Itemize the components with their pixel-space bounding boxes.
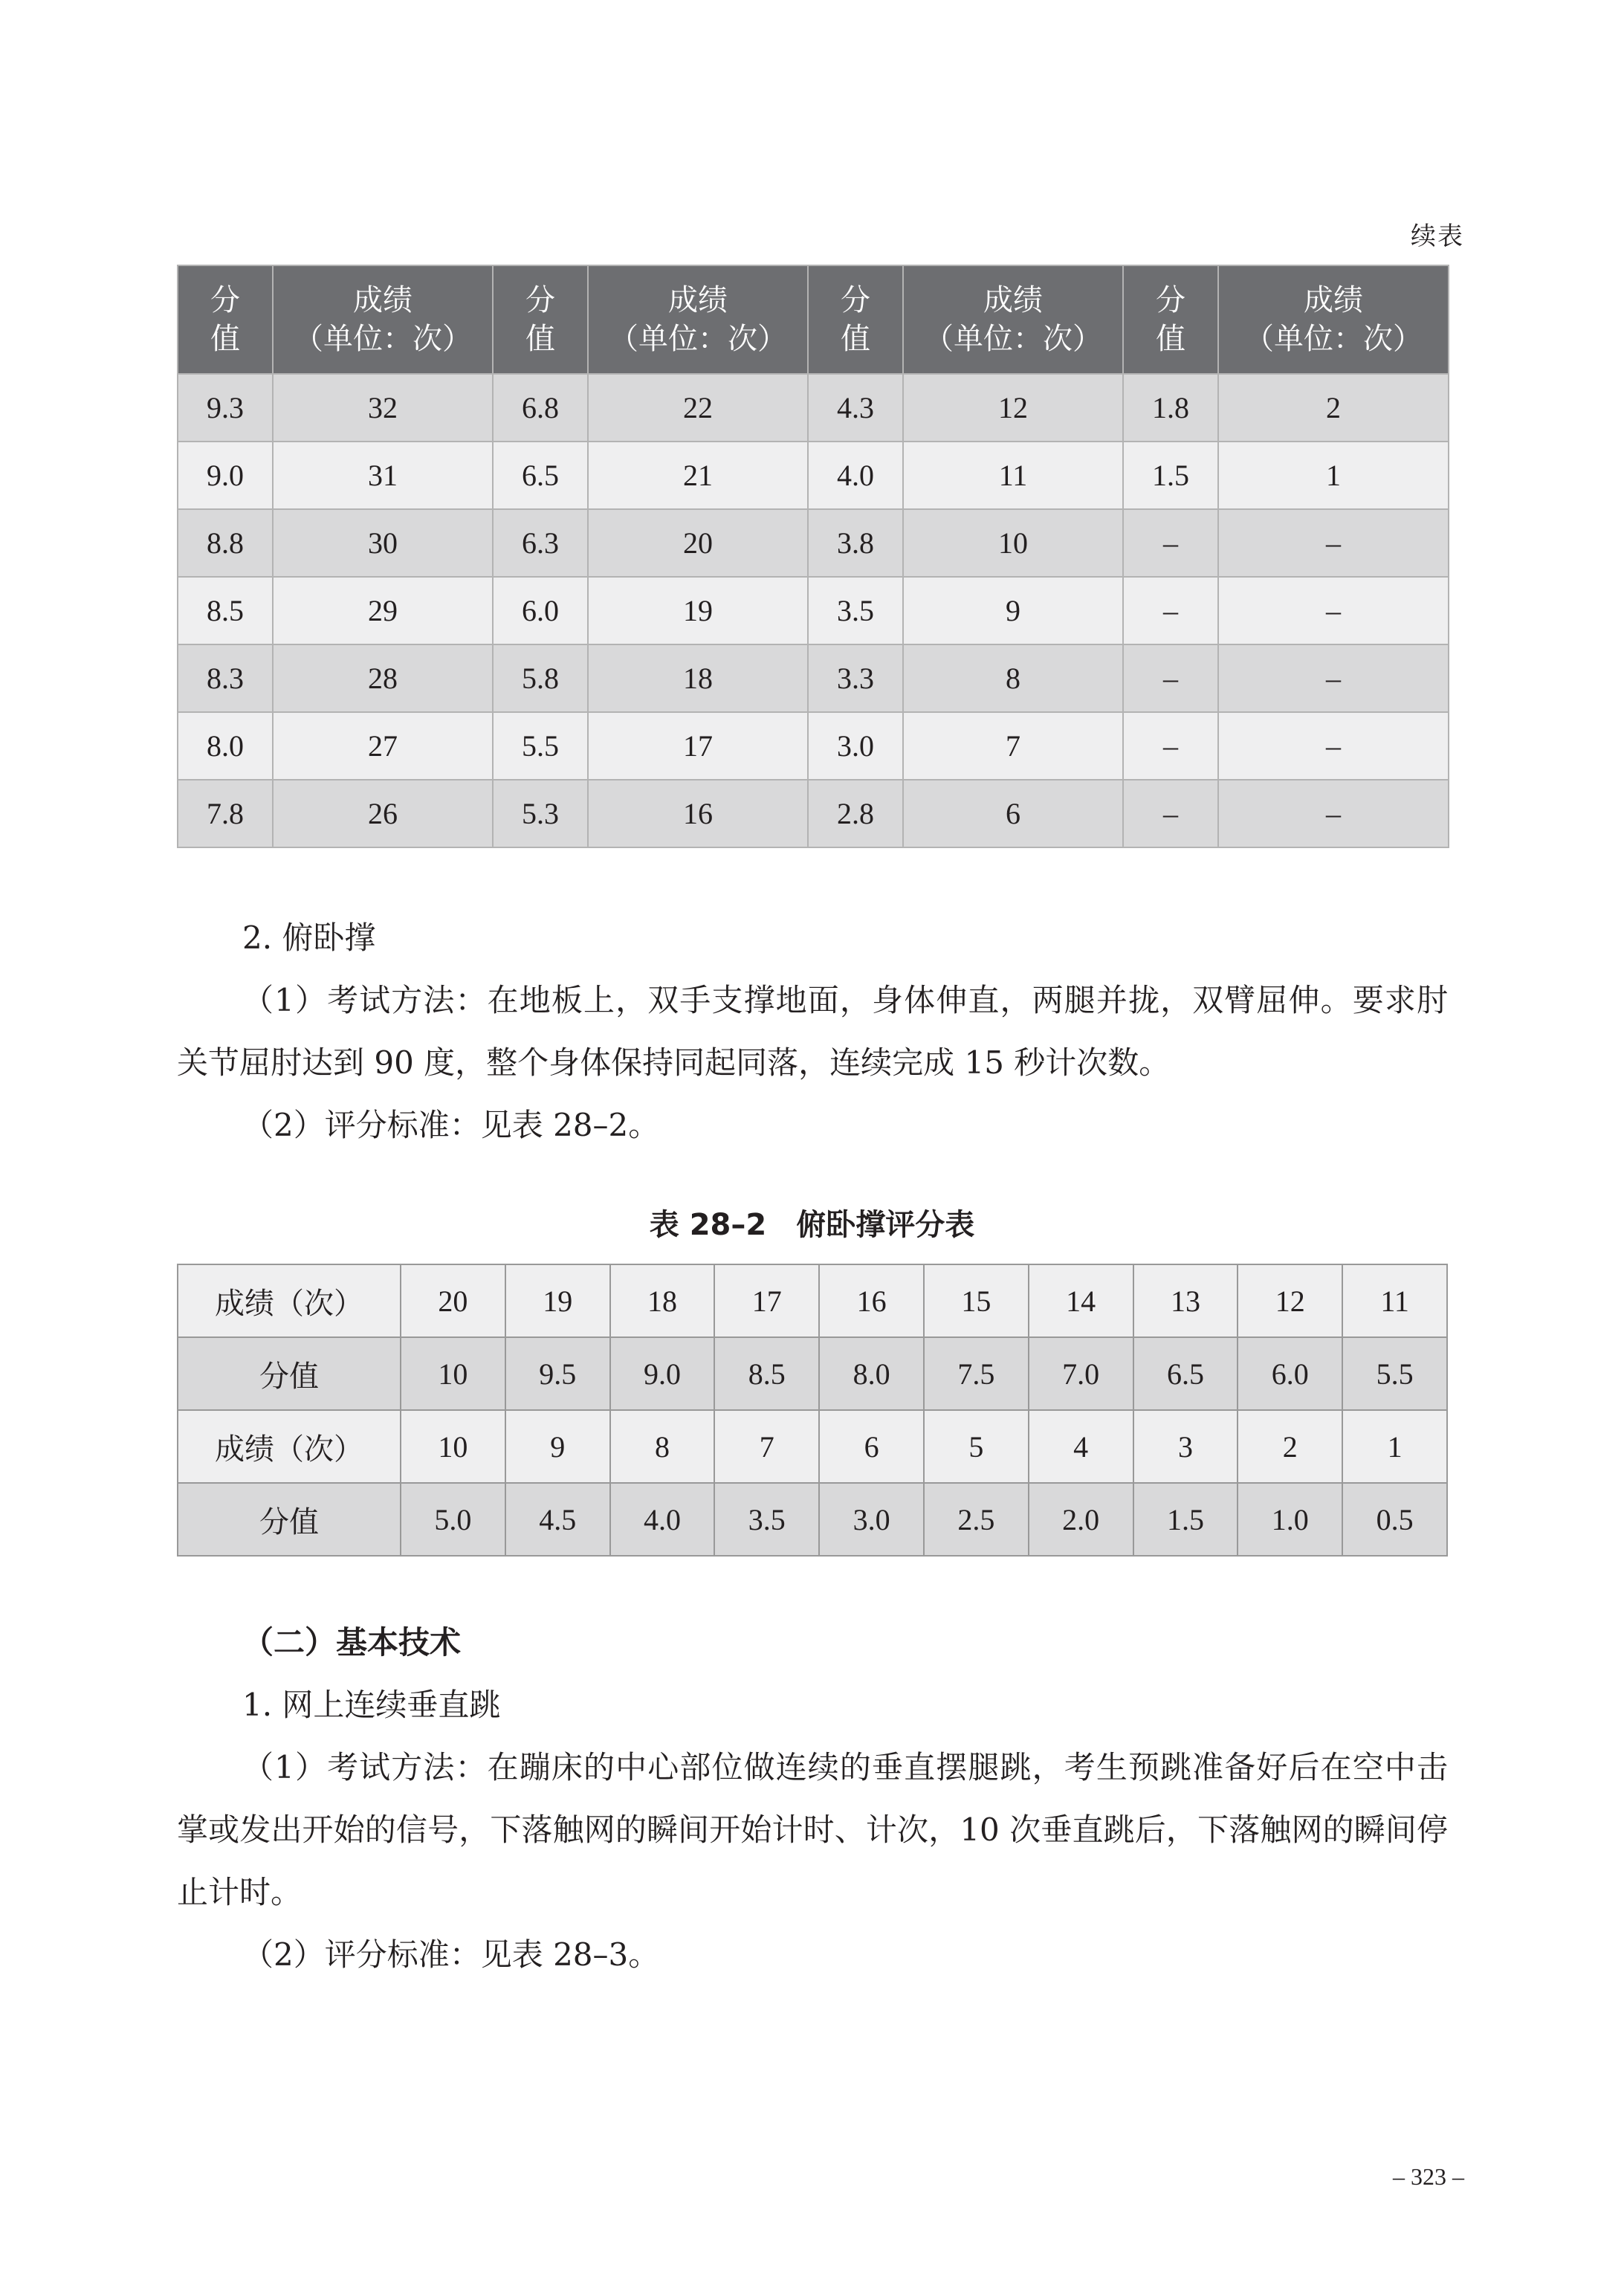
table-cell: 5.3 <box>493 780 588 847</box>
jump-method-paragraph: （1）考试方法：在蹦床的中心部位做连续的垂直摆腿跳，考生预跳准备好后在空中击掌或发出开始的信号，下落触网的瞬间开始计时、计次，10 次垂直跳后，下落触网的瞬间停止计时。 <box>177 1749 1448 1910</box>
table-row <box>178 1337 1447 1410</box>
table-cell: 2.8 <box>808 780 903 847</box>
table-caption-28-2: 表 28–2 俯卧撑评分表 <box>649 1208 975 1242</box>
section-title-pushup: 2. 俯卧撑 <box>242 919 376 956</box>
pushup-score-table <box>177 1264 1448 1557</box>
table-cell: 6.8 <box>493 374 588 442</box>
table-cell: 8 <box>610 1410 715 1483</box>
table-cell: 8.3 <box>178 644 273 712</box>
row-label: 成绩（次） <box>178 1264 401 1337</box>
table-cell: 16 <box>819 1264 924 1337</box>
table-cell: 5.5 <box>493 712 588 780</box>
table-cell: 9 <box>505 1410 610 1483</box>
table-cell: 7 <box>714 1410 819 1483</box>
table-cell: 0.5 <box>1342 1483 1447 1556</box>
table-cell: 3.5 <box>808 577 903 644</box>
header-score: 分 值 <box>178 265 273 374</box>
table-cell: 8.5 <box>714 1337 819 1410</box>
table-row <box>178 780 1449 847</box>
table-cell: 4 <box>1029 1410 1133 1483</box>
header-result: 成绩 （单位：次） <box>903 265 1123 374</box>
table-cell: 12 <box>903 374 1123 442</box>
table-cell: 9 <box>903 577 1123 644</box>
table-cell: 5.0 <box>401 1483 505 1556</box>
table-row <box>178 509 1449 577</box>
header-result: 成绩 （单位：次） <box>588 265 808 374</box>
header-result: 成绩 （单位：次） <box>273 265 493 374</box>
table-cell: 4.3 <box>808 374 903 442</box>
table-cell: 18 <box>610 1264 715 1337</box>
table-header-row <box>178 265 1449 374</box>
table-cell: 6.5 <box>1133 1337 1238 1410</box>
table-cell: 12 <box>1238 1264 1342 1337</box>
row-label: 分值 <box>178 1337 401 1410</box>
pushup-standard-paragraph: （2）评分标准：见表 28–2。 <box>242 1107 660 1143</box>
table-cell: 5.8 <box>493 644 588 712</box>
row-label: 分值 <box>178 1483 401 1556</box>
table-cell: 32 <box>273 374 493 442</box>
table-cell: 6.5 <box>493 442 588 509</box>
table-row <box>178 644 1449 712</box>
table-cell: 9.3 <box>178 374 273 442</box>
table-cell: 6.0 <box>493 577 588 644</box>
table-cell: 8.0 <box>819 1337 924 1410</box>
table-cell: 9.0 <box>178 442 273 509</box>
subsection-title-jump: 1. 网上连续垂直跳 <box>242 1687 501 1723</box>
table-cell: 3.5 <box>714 1483 819 1556</box>
table-cell: 7.8 <box>178 780 273 847</box>
table-cell: 7.5 <box>924 1337 1029 1410</box>
table-cell: 26 <box>273 780 493 847</box>
table-row <box>178 1410 1447 1483</box>
table-cell: 7.0 <box>1029 1337 1133 1410</box>
table-cell: – <box>1123 509 1218 577</box>
table-cell: 27 <box>273 712 493 780</box>
table-cell: 2 <box>1238 1410 1342 1483</box>
table-cell: – <box>1123 644 1218 712</box>
table-cell: 2.0 <box>1029 1483 1133 1556</box>
table-cell: 3.0 <box>819 1483 924 1556</box>
table-row <box>178 1264 1447 1337</box>
header-score: 分 值 <box>1123 265 1218 374</box>
table-cell: 6.3 <box>493 509 588 577</box>
header-score: 分 值 <box>808 265 903 374</box>
table-cell: 13 <box>1133 1264 1238 1337</box>
table-cell: 2.5 <box>924 1483 1029 1556</box>
table-cell: 6 <box>819 1410 924 1483</box>
table-cell: – <box>1218 712 1449 780</box>
row-label: 成绩（次） <box>178 1410 401 1483</box>
page-number: – 323 – <box>1393 2163 1464 2190</box>
table-cell: 3.8 <box>808 509 903 577</box>
table-cell: 22 <box>588 374 808 442</box>
table-row <box>178 442 1449 509</box>
table-cell: 21 <box>588 442 808 509</box>
jump-standard-paragraph: （2）评分标准：见表 28–3。 <box>242 1936 660 1973</box>
table-cell: 1.5 <box>1133 1483 1238 1556</box>
table-cell: 6 <box>903 780 1123 847</box>
section-heading-basic: （二）基本技术 <box>242 1624 462 1661</box>
table-cell: 3.3 <box>808 644 903 712</box>
table-cell: 4.0 <box>808 442 903 509</box>
table-cell: 6.0 <box>1238 1337 1342 1410</box>
table-cell: 1 <box>1342 1410 1447 1483</box>
table-cell: 7 <box>903 712 1123 780</box>
table-cell: 29 <box>273 577 493 644</box>
table-cell: 4.0 <box>610 1483 715 1556</box>
table-cell: 16 <box>588 780 808 847</box>
table-cell: 1.0 <box>1238 1483 1342 1556</box>
table-cell: 10 <box>903 509 1123 577</box>
header-score: 分 值 <box>493 265 588 374</box>
table-cell: 3 <box>1133 1410 1238 1483</box>
table-cell: 28 <box>273 644 493 712</box>
table-cell: 5 <box>924 1410 1029 1483</box>
table-cell: 31 <box>273 442 493 509</box>
table-cell: – <box>1123 577 1218 644</box>
table-cell: 8.0 <box>178 712 273 780</box>
table-cell: – <box>1123 712 1218 780</box>
table-cell: 9.0 <box>610 1337 715 1410</box>
continued-table-label: 续表 <box>1411 222 1464 251</box>
table-cell: 2 <box>1218 374 1449 442</box>
table-cell: 15 <box>924 1264 1029 1337</box>
table-cell: 19 <box>505 1264 610 1337</box>
table-row <box>178 374 1449 442</box>
table-cell: 3.0 <box>808 712 903 780</box>
table-cell: – <box>1218 577 1449 644</box>
table-cell: 8.8 <box>178 509 273 577</box>
table-cell: 20 <box>588 509 808 577</box>
table-cell: 4.5 <box>505 1483 610 1556</box>
pushup-method-paragraph: （1）考试方法：在地板上，双手支撑地面，身体伸直，两腿并拢，双臂屈伸。要求肘关节屈肘达到 90 度，整个身体保持同起同落，连续完成 15 秒计次数。 <box>177 982 1448 1081</box>
table-cell: 19 <box>588 577 808 644</box>
table-cell: 1.8 <box>1123 374 1218 442</box>
table-cell: – <box>1218 509 1449 577</box>
table-cell: 18 <box>588 644 808 712</box>
table-cell: 11 <box>903 442 1123 509</box>
table-cell: 8.5 <box>178 577 273 644</box>
table-cell: 5.5 <box>1342 1337 1447 1410</box>
table-cell: – <box>1123 780 1218 847</box>
table-cell: 17 <box>588 712 808 780</box>
table-cell: 10 <box>401 1410 505 1483</box>
table-row <box>178 712 1449 780</box>
header-result: 成绩 （单位：次） <box>1218 265 1449 374</box>
table-cell: 20 <box>401 1264 505 1337</box>
table-cell: 17 <box>714 1264 819 1337</box>
table-cell: 10 <box>401 1337 505 1410</box>
table-cell: 14 <box>1029 1264 1133 1337</box>
table-cell: 1.5 <box>1123 442 1218 509</box>
table-cell: 30 <box>273 509 493 577</box>
table-cell: 9.5 <box>505 1337 610 1410</box>
table-cell: – <box>1218 780 1449 847</box>
table-cell: 11 <box>1342 1264 1447 1337</box>
table-row <box>178 577 1449 644</box>
table-row <box>178 1483 1447 1556</box>
table-cell: 1 <box>1218 442 1449 509</box>
score-table-continued <box>177 265 1449 848</box>
table-cell: 8 <box>903 644 1123 712</box>
table-cell: – <box>1218 644 1449 712</box>
